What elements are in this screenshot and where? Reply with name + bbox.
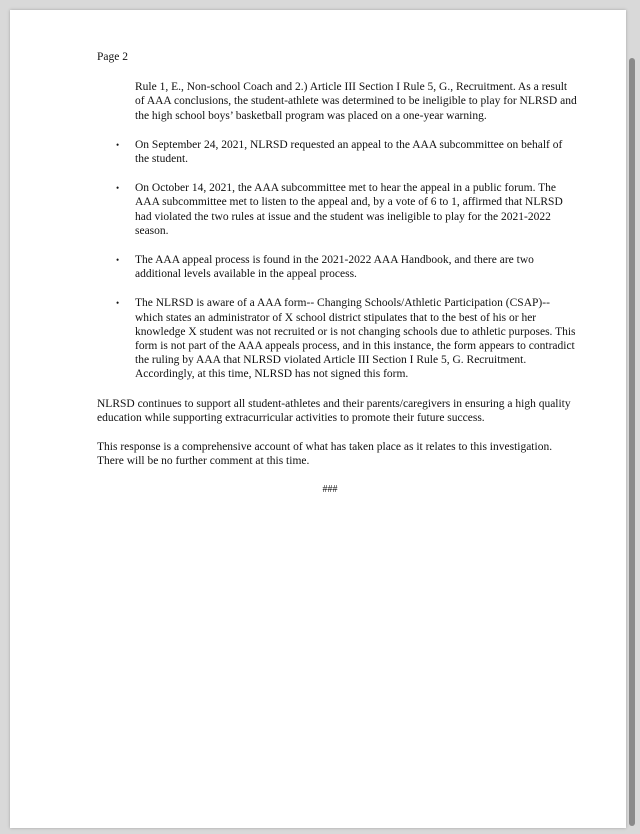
bullet-text: The AAA appeal process is found in the 2021-2022 AAA Handbook, and there are two additional levels available in the appeal process. <box>135 254 534 281</box>
page-label: Page 2 <box>97 51 128 63</box>
vertical-scrollbar[interactable] <box>629 58 635 826</box>
bullet-list <box>97 138 577 382</box>
bullet-item <box>116 253 577 281</box>
end-mark: ### <box>322 484 338 496</box>
continuation-paragraph: Rule 1, E., Non-school Coach and 2.) Article III Section I Rule 5, G., Recruitment. As a result of AAA conclusions, the student-athlete was determined to be ineligible to play for NLRSD and the high school boys’ basketball program was placed on a one-year warning. <box>135 81 577 122</box>
bullet-icon: • <box>116 183 120 194</box>
bullet-icon: • <box>116 139 120 150</box>
bullet-text: On October 14, 2021, the AAA subcommittee met to hear the appeal in a public forum. The AAA subcommittee met to listen to the appeal and, by a vote of 6 to 1, affirmed that NLRSD had violated the two rules at issue and the student was ineligible to play for the 2021-2022 season. <box>135 182 563 237</box>
bullet-item <box>116 181 577 238</box>
closing-paragraph: This response is a comprehensive account of what has taken place as it relates to this investigation. There will be no further comment at this time. <box>97 441 553 468</box>
bullet-icon: • <box>116 255 120 266</box>
bullet-text: On September 24, 2021, NLRSD requested an appeal to the AAA subcommittee on behalf of the student. <box>135 138 563 166</box>
document-page <box>10 10 626 828</box>
document-body <box>97 50 577 498</box>
bullet-item <box>116 138 577 166</box>
support-paragraph: NLRSD continues to support all student-athletes and their parents/caregivers in ensuring a high quality education while supporting extracurricular activities to promote their future success. <box>97 397 571 424</box>
bullet-item <box>116 296 577 381</box>
bullet-icon: • <box>116 298 120 309</box>
bullet-text: The NLRSD is aware of a AAA form-- Changing Schools/Athletic Participation (CSAP)--which states an administrator of X school district stipulates that to the best of his or her knowledge X student was not recruited or is not changing schools due to athletic purposes. This form is not part of the AAA appeals process, and in this instance, the form appears to contradict the ruling by AAA that NLRSD violated Article III Section I Rule 5, G. Recruitment. Accordingly, at this time, NLRSD has not signed this form. <box>135 297 576 381</box>
